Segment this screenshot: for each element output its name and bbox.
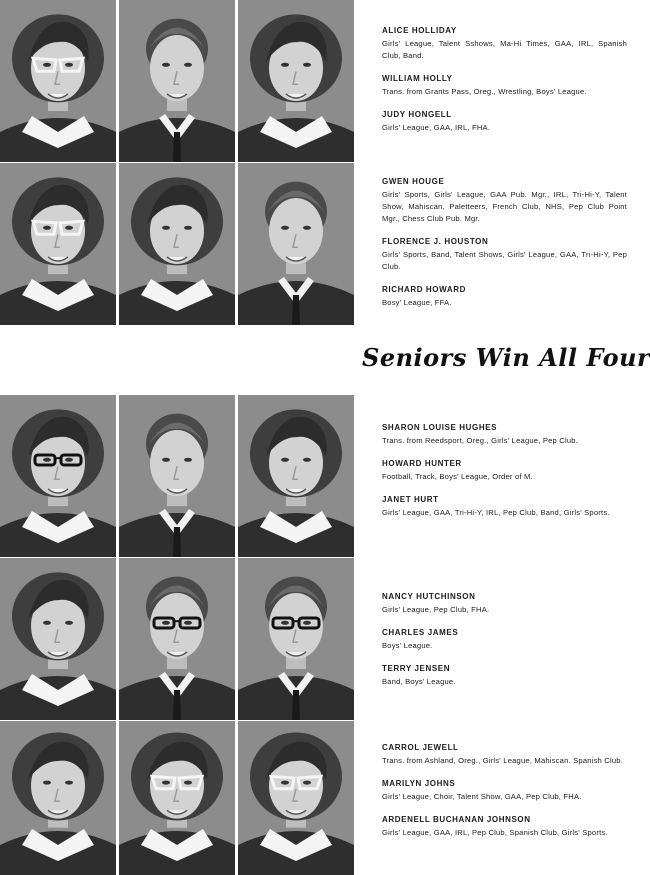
senior-activities: Girls' League, GAA, IRL, Pep Club, Spanish Club, Girls' Sports. [382, 828, 608, 837]
senior-activities: Trans. from Ashland, Oreg., Girls' League, Mahiscan. Spanish Club. [382, 756, 624, 765]
senior-activities: Boys' League. [382, 641, 433, 650]
senior-portrait [0, 163, 116, 325]
senior-name: MARILYN JOHNS [382, 779, 456, 788]
senior-portrait [238, 163, 354, 325]
senior-portrait [119, 721, 235, 875]
senior-activities: Football, Track, Boys' League, Order of M. [382, 472, 533, 481]
senior-portrait [238, 0, 354, 162]
senior-entry [382, 237, 627, 273]
senior-entry [382, 495, 627, 519]
senior-activities: Trans. from Grants Pass, Oreg., Wrestling, Boys' League. [382, 87, 587, 96]
senior-name: CARROL JEWELL [382, 743, 459, 752]
senior-portrait [119, 395, 235, 557]
senior-portrait [0, 558, 116, 720]
senior-entry [382, 815, 627, 839]
senior-entry [382, 459, 627, 483]
senior-name: GWEN HOUGE [382, 177, 445, 186]
photo-row [0, 558, 357, 720]
senior-activities: Girls' League, Talent Sshows, Ma-Hi Times, GAA, IRL, Spanish Club, Band. [382, 39, 627, 60]
senior-group [0, 163, 650, 326]
senior-name: NANCY HUTCHINSON [382, 592, 476, 601]
senior-group [0, 0, 650, 163]
senior-activities: Girls' League, Choir, Talent Show, GAA, Pep Club, FHA. [382, 792, 582, 801]
entry-list [382, 177, 627, 321]
senior-portrait [238, 721, 354, 875]
senior-name: TERRY JENSEN [382, 664, 451, 673]
senior-entry [382, 285, 627, 309]
senior-entry [382, 743, 627, 767]
senior-portrait [0, 721, 116, 875]
senior-entry [382, 74, 627, 98]
senior-entry [382, 592, 627, 616]
senior-portrait [119, 163, 235, 325]
senior-portrait [119, 0, 235, 162]
photo-row [0, 395, 357, 557]
senior-entry [382, 779, 627, 803]
photo-row [0, 0, 357, 162]
senior-entry [382, 628, 627, 652]
senior-name: WILLIAM HOLLY [382, 74, 453, 83]
senior-name: SHARON LOUISE HUGHES [382, 423, 498, 432]
senior-name: CHARLES JAMES [382, 628, 459, 637]
senior-entry [382, 177, 627, 225]
senior-name: HOWARD HUNTER [382, 459, 462, 468]
senior-entry [382, 26, 627, 62]
entry-list [382, 743, 627, 851]
senior-name: ARDENELL BUCHANAN JOHNSON [382, 815, 531, 824]
senior-activities: Band, Boys' League. [382, 677, 456, 686]
senior-activities: Bosy' League, FFA. [382, 298, 452, 307]
photo-row [0, 721, 357, 875]
senior-group [0, 558, 650, 721]
entry-list [382, 592, 627, 700]
senior-activities: Girls' League, Pep Club, FHA. [382, 605, 490, 614]
senior-group [0, 395, 650, 558]
senior-entry [382, 110, 627, 134]
senior-group [0, 721, 650, 875]
senior-activities: Girls' Sports, Band, Talent Shows, Girls' League, GAA, Tri-Hi-Y, Pep Club. [382, 250, 627, 271]
senior-entry [382, 664, 627, 688]
entry-list [382, 423, 627, 531]
senior-entry [382, 423, 627, 447]
senior-activities: Girls' League, GAA, IRL, FHA. [382, 123, 491, 132]
senior-activities: Girls' League, GAA, Tri-Hi-Y, IRL, Pep Club, Band, Girls' Sports. [382, 508, 610, 517]
senior-name: ALICE HOLLIDAY [382, 26, 457, 35]
senior-activities: Trans. from Reedsport, Oreg., Girls' League, Pep Club. [382, 436, 578, 445]
senior-name: FLORENCE J. HOUSTON [382, 237, 489, 246]
photo-row [0, 163, 357, 325]
senior-portrait [0, 0, 116, 162]
senior-portrait [238, 558, 354, 720]
senior-portrait [238, 395, 354, 557]
senior-portrait [0, 395, 116, 557]
section-headline: Seniors Win All Four [362, 343, 650, 372]
senior-activities: Girls' Sports, Girls' League, GAA Pub. Mgr., IRL, Tri-Hi-Y, Talent Show, Mahiscan, Paletteers, French Club, NHS, Pep Club Point Mgr., Chess Club Pub. Mgr. [382, 190, 627, 223]
senior-name: JUDY HONGELL [382, 110, 452, 119]
entry-list [382, 26, 627, 146]
senior-name: JANET HURT [382, 495, 439, 504]
senior-portrait [119, 558, 235, 720]
senior-name: RICHARD HOWARD [382, 285, 466, 294]
